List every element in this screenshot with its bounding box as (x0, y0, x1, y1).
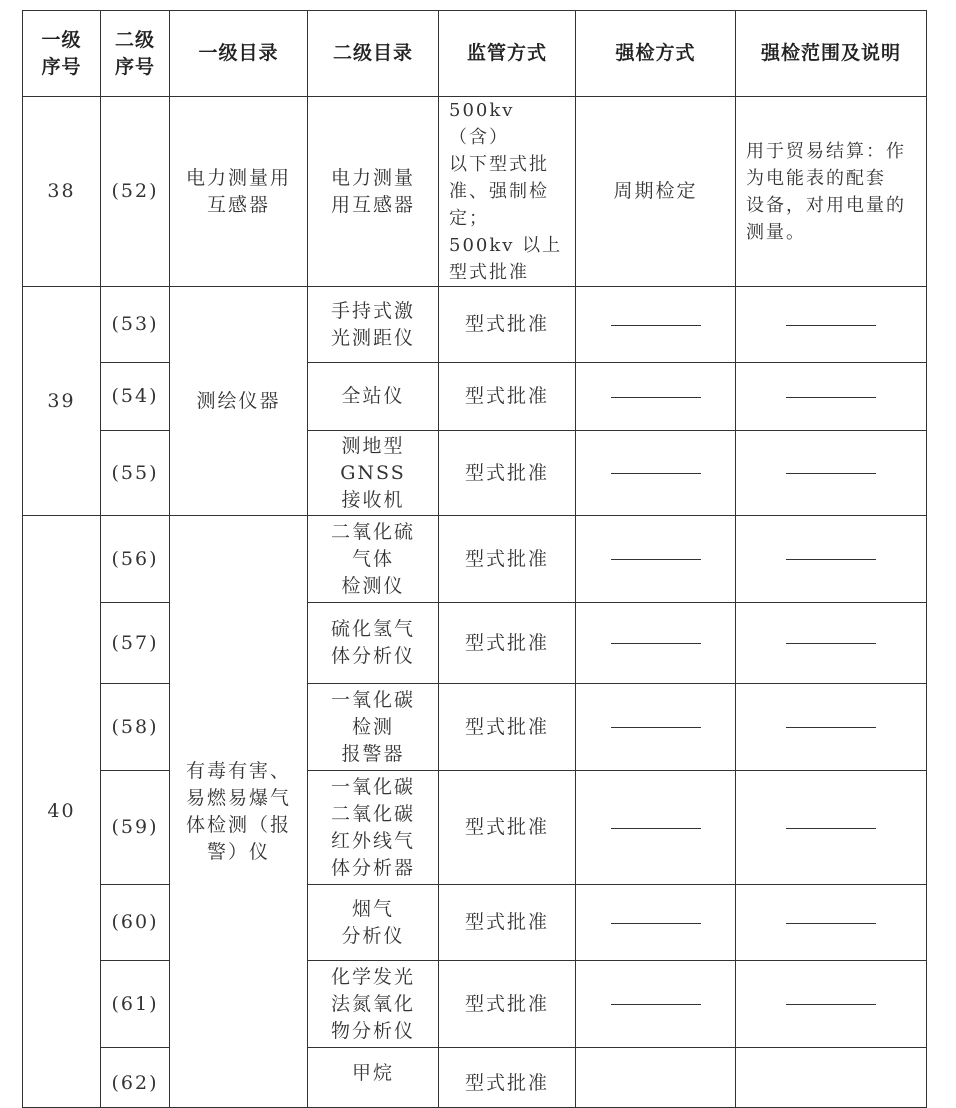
inspection-mode-dash (576, 516, 736, 603)
level2-no: (57) (101, 603, 170, 684)
table-row (23, 363, 927, 431)
inspection-scope-dash (736, 516, 927, 603)
inspection-scope-dash (736, 287, 927, 363)
level2-no: (58) (101, 684, 170, 771)
inspection-mode-dash (576, 431, 736, 516)
inspection-scope-dash (736, 885, 927, 961)
table-row (23, 885, 927, 961)
level2-no: (54) (101, 363, 170, 431)
inspection-mode: 周期检定 (576, 97, 736, 287)
table-row (23, 684, 927, 771)
table-row (23, 1048, 927, 1108)
header-level2-no: 二级 序号 (101, 11, 170, 97)
inspection-mode-dash (576, 287, 736, 363)
inspection-mode-dash (576, 771, 736, 885)
inspection-scope-dash (736, 684, 927, 771)
level1-no: 39 (23, 287, 101, 516)
supervision-mode: 型式批准 (439, 961, 576, 1048)
inspection-mode-dash (576, 603, 736, 684)
level2-no: (53) (101, 287, 170, 363)
level1-no: 38 (23, 97, 101, 287)
table-row (23, 603, 927, 684)
supervision-mode: 型式批准 (439, 603, 576, 684)
header-supervision-mode: 监管方式 (439, 11, 576, 97)
inspection-mode-dash (576, 363, 736, 431)
table-row (23, 431, 927, 516)
level2-no: (61) (101, 961, 170, 1048)
catalog-table (22, 10, 927, 1108)
level1-no: 40 (23, 516, 101, 1108)
header-row (23, 11, 927, 97)
inspection-scope: 用于贸易结算：作 为电能表的配套 设备，对用电量的 测量。 (736, 97, 927, 287)
header-level1-catalog: 一级目录 (170, 11, 308, 97)
supervision-mode: 型式批准 (439, 771, 576, 885)
level2-catalog: 电力测量 用互感器 (308, 97, 439, 287)
supervision-mode: 型式批准 (439, 1048, 576, 1108)
level2-no: (59) (101, 771, 170, 885)
inspection-scope-cell (736, 1048, 927, 1108)
level2-catalog: 一氧化碳 检测 报警器 (308, 684, 439, 771)
level2-no: (60) (101, 885, 170, 961)
level2-catalog: 一氧化碳 二氧化碳 红外线气 体分析器 (308, 771, 439, 885)
table-row (23, 771, 927, 885)
table-row (23, 287, 927, 363)
supervision-mode: 型式批准 (439, 363, 576, 431)
level1-catalog: 有毒有害、 易燃易爆气 体检测（报 警）仪 (170, 516, 308, 1108)
level1-catalog: 电力测量用 互感器 (170, 97, 308, 287)
header-inspection-mode: 强检方式 (576, 11, 736, 97)
header-level1-no: 一级 序号 (23, 11, 101, 97)
level2-no: (56) (101, 516, 170, 603)
supervision-mode: 型式批准 (439, 516, 576, 603)
inspection-mode-cell (576, 1048, 736, 1108)
table-row (23, 516, 927, 603)
level2-catalog: 二氧化硫 气体 检测仪 (308, 516, 439, 603)
supervision-mode: 型式批准 (439, 431, 576, 516)
level2-catalog: 甲烷 (308, 1048, 439, 1108)
header-inspection-scope: 强检范围及说明 (736, 11, 927, 97)
level2-catalog: 烟气 分析仪 (308, 885, 439, 961)
inspection-mode-dash (576, 885, 736, 961)
supervision-mode: 500kv（含） 以下型式批 准、强制检 定； 500kv 以上 型式批准 (439, 97, 576, 287)
level2-no: (62) (101, 1048, 170, 1108)
level2-no: (55) (101, 431, 170, 516)
supervision-mode: 型式批准 (439, 287, 576, 363)
table-row (23, 961, 927, 1048)
inspection-scope-dash (736, 363, 927, 431)
inspection-mode-dash (576, 684, 736, 771)
level2-catalog: 硫化氢气 体分析仪 (308, 603, 439, 684)
table-row (23, 97, 927, 287)
inspection-scope-dash (736, 603, 927, 684)
inspection-scope-dash (736, 431, 927, 516)
inspection-scope-dash (736, 961, 927, 1048)
inspection-mode-dash (576, 961, 736, 1048)
level2-no: (52) (101, 97, 170, 287)
level1-catalog: 测绘仪器 (170, 287, 308, 516)
level2-catalog: 全站仪 (308, 363, 439, 431)
level2-catalog: 测地型 GNSS 接收机 (308, 431, 439, 516)
inspection-scope-dash (736, 771, 927, 885)
header-level2-catalog: 二级目录 (308, 11, 439, 97)
supervision-mode: 型式批准 (439, 885, 576, 961)
level2-catalog: 手持式激 光测距仪 (308, 287, 439, 363)
supervision-mode: 型式批准 (439, 684, 576, 771)
level2-catalog: 化学发光 法氮氧化 物分析仪 (308, 961, 439, 1048)
